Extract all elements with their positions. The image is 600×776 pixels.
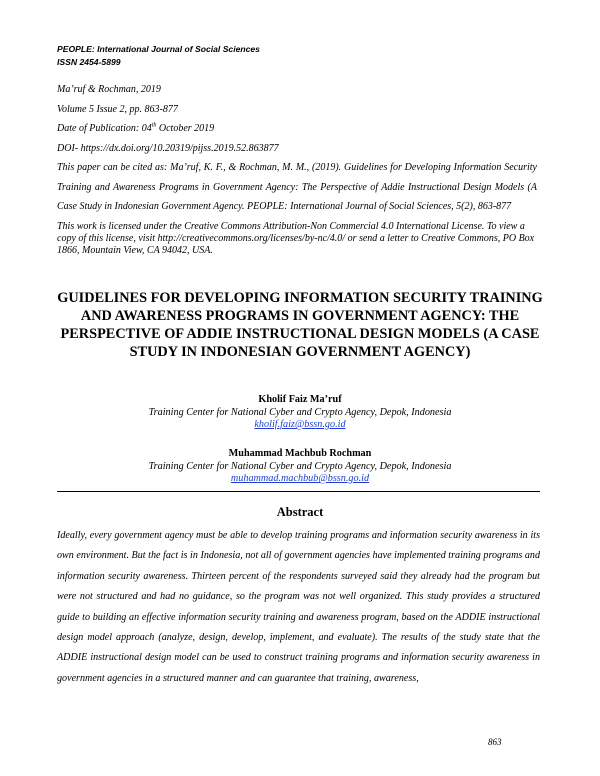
- author-affiliation: Training Center for National Cyber and Crypto Agency, Depok, Indonesia: [148, 460, 452, 472]
- license-notice: This work is licensed under the Creative Commons Attribution-Non Commercial 4.0 International License. To view a copy of this license, visit http://creativecommons.org/licenses/by-nc/4.0/ or send a letter to Creative Commons, PO Box 1866, Mountain View, CA 94042, USA.: [57, 220, 535, 257]
- volume-info: Volume 5 Issue 2, pp. 863-877: [57, 103, 178, 115]
- abstract-text: Ideally, every government agency must be able to develop training programs and information security awareness in its own environment. But the fact is in Indonesia, not all of government agencies have implemented training programs and information security awareness. Thirteen percent of the respondents surveyed said they already had the program but were not structured and had no guidance, so the program was not well organized. This study provides a structured guide to building an effective information security training and awareness program, based on the ADDIE instructional design model approach (analyze, design, develop, implement, and evaluate). The results of the study state that the ADDIE instructional design model can be used to construct training programs and information security awareness in government agencies in a structured manner and can guarantee that training, awareness,: [57, 530, 540, 684]
- journal-header: [57, 43, 260, 69]
- pub-date-suffix: October 2019: [156, 123, 215, 134]
- journal-name: PEOPLE: International Journal of Social Sciences: [57, 44, 260, 54]
- pub-date-prefix: Date of Publication: 04: [57, 123, 152, 134]
- author-2: [50, 448, 550, 486]
- author-name: Kholif Faiz Ma’ruf: [258, 394, 342, 405]
- author-email-link[interactable]: kholif.faiz@bssn.go.id: [254, 419, 346, 430]
- paper-title: GUIDELINES FOR DEVELOPING INFORMATION SECURITY TRAINING AND AWARENESS PROGRAMS IN GOVERNMENT AGENCY: THE PERSPECTIVE OF ADDIE INSTRUCTIONAL DESIGN MODELS (A CASE STUDY IN INDONESIAN GOVERNMENT AGENCY): [57, 290, 543, 360]
- pub-date-sup: th: [151, 122, 157, 129]
- authors-year: Ma’ruf & Rochman, 2019: [57, 84, 161, 95]
- author-name: Muhammad Machbub Rochman: [228, 448, 372, 459]
- author-1: [50, 394, 550, 432]
- article-metadata: [57, 80, 547, 257]
- divider: [57, 491, 540, 492]
- publication-date: [57, 119, 547, 139]
- journal-issn: ISSN 2454-5899: [57, 57, 121, 67]
- author-email-link[interactable]: muhammad.machbub@bssn.go.id: [230, 473, 370, 484]
- author-affiliation: Training Center for National Cyber and Crypto Agency, Depok, Indonesia: [148, 406, 452, 418]
- citation: This paper can be cited as: Ma’ruf, K. F., & Rochman, M. M., (2019). Guidelines for Developing Information Security Training and Awareness Programs in Government Agency: The Perspective of Addie Instructional Design Models (A Case Study in Indonesian Government Agency. PEOPLE: International Journal of Social Sciences, 5(2), 863-877: [57, 162, 537, 212]
- abstract-heading: Abstract: [276, 505, 324, 519]
- page-number: 863: [488, 737, 502, 747]
- doi: DOI- https://dx.doi.org/10.20319/pijss.2019.52.863877: [57, 142, 279, 154]
